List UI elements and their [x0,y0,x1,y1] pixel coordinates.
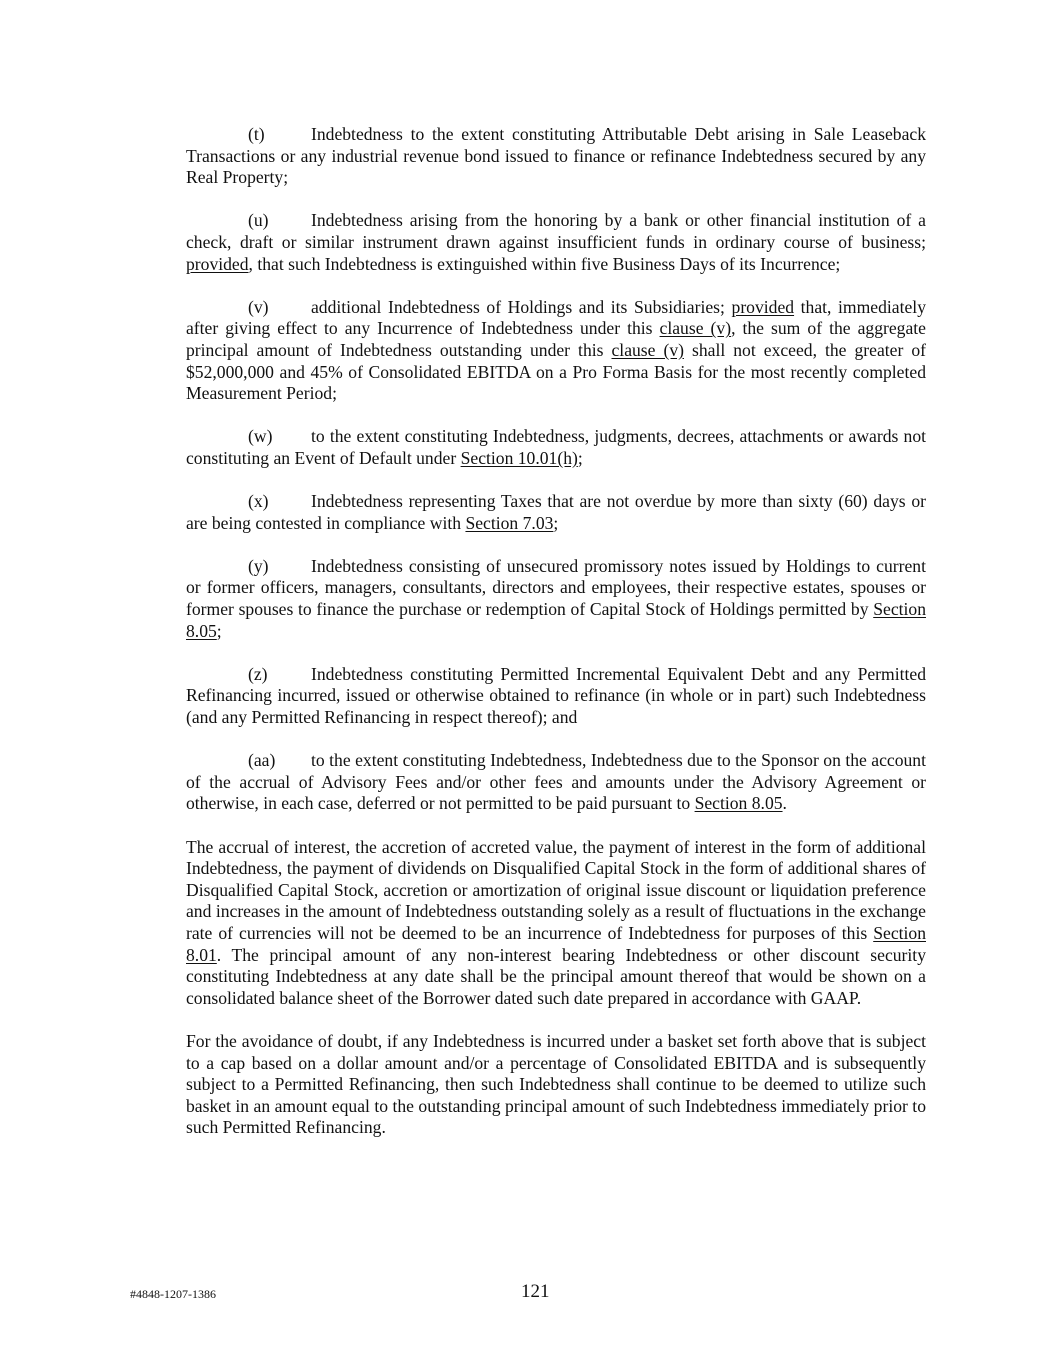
clause-label: (w) [248,426,273,447]
clause-label: (aa) [248,750,276,771]
clause-reference: clause (v) [659,318,732,339]
clause-label: (t) [248,124,265,144]
avoidance-of-doubt-paragraph: For the avoidance of doubt, if any Indebtedness is incurred under a basket set forth above that is subject to a cap based on a dollar amount and/or a percentage of Consolidated EBITDA and is subsequently subject to a Permitted Refinancing, then such Indebtedness shall continue to be deemed to utilize such basket in an amount equal to the outstanding principal amount of such Indebtedness immediately prior to such Permitted Refinancing. [186,1030,926,1138]
clause-label: (u) [248,210,269,231]
clause-x: (x) Indebtedness representing Taxes that are not overdue by more than sixty (60) days or are being contested in compliance with Section 7.03; [186,491,926,533]
clause-v: (v) additional Indebtedness of Holdings and its Subsidiaries; provided that, immediately after giving effect to any Incurrence of Indebtedness under this clause (v), the sum of the aggregate principal amount of Indebtedness outstanding under this clause (v) shall not exceed, the greater of $52,000,000 and 45% of Consolidated EBITDA on a Pro Forma Basis for the most recently completed Measurement Period; [186,296,927,404]
section-reference: Section 10.01(h) [460,447,578,468]
clause-aa: (aa) to the extent constituting Indebtedness, Indebtedness due to the Sponsor on the account of the accrual of Advisory Fees and/or other fees and amounts under the Advisory Agreement or otherwise, in each case, deferred or not permitted to be paid pursuant to Section 8.05. [186,750,926,814]
section-reference: Section 8.05 [186,599,926,641]
clause-label: (y) [248,555,269,576]
accrual-paragraph: The accrual of interest, the accretion of accreted value, the payment of interest in the form of additional Indebtedness, the payment of dividends on Disqualified Capital Stock in the form of additional shares of Disqualified Capital Stock, accretion or amortization of original issue discount or liquidation preference and increases in the amount of Indebtedness outstanding solely as a result of fluctuations in the exchange rate of currencies will not be deemed to be an incurrence of Indebtedness for purposes of this Section 8.01. The principal amount of any non-interest bearing Indebtedness or other discount security constituting Indebtedness at any date shall be the principal amount thereof that would be shown on a consolidated balance sheet of the Borrower dated such date prepared in accordance with GAAP. [186,836,926,1008]
section-reference: Section 8.01 [186,922,926,965]
document-body [186,124,926,1161]
section-reference: Section 7.03 [465,512,554,533]
provided-term: provided [186,253,249,274]
clause-reference: clause (v) [611,339,684,360]
clause-label: (x) [248,491,269,512]
clause-u: (u) Indebtedness arising from the honoring by a bank or other financial institution of a check, draft or similar instrument drawn against insufficient funds in ordinary course of business; provided, that such Indebtedness is extinguished within five Business Days of its Incurrence; [186,210,926,274]
page-number: 121 [521,1281,550,1302]
provided-term: provided [731,296,795,317]
clause-label: (v) [248,296,269,317]
clause-t: (t) Indebtedness to the extent constituting Attributable Debt arising in Sale Leaseback Transactions or any industrial revenue bond issued to finance or refinance Indebtedness secured by any Real Property; [186,124,926,188]
clause-label: (z) [248,663,268,684]
clause-y: (y) Indebtedness consisting of unsecured promissory notes issued by Holdings to current or former officers, managers, consultants, directors and employees, their respective estates, spouses or former spouses to finance the purchase or redemption of Capital Stock of Holdings permitted by Section 8.05; [186,555,926,641]
clause-w: (w) to the extent constituting Indebtedness, judgments, decrees, attachments or awards not constituting an Event of Default under Section 10.01(h); [186,426,926,468]
clause-z: (z) Indebtedness constituting Permitted Incremental Equivalent Debt and any Permitted Refinancing incurred, issued or otherwise obtained to refinance (in whole or in part) such Indebtedness (and any Permitted Refinancing in respect thereof); and [186,663,926,728]
document-id: #4848-1207-1386 [130,1287,216,1301]
section-reference: Section 8.05 [694,793,783,814]
